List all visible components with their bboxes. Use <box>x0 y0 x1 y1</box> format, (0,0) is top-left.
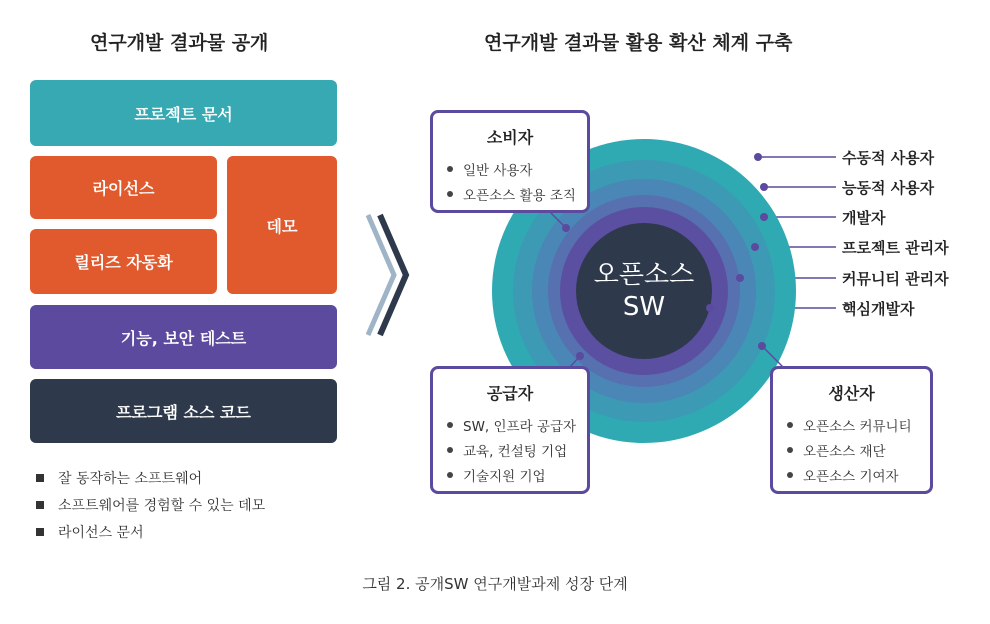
bullet-text: 잘 동작하는 소프트웨어 <box>58 470 203 487</box>
role-active-user: 능동적 사용자 <box>842 179 935 197</box>
producer-item: 오픈소스 재단 <box>803 443 886 460</box>
block-demo-label: 데모 <box>266 216 298 236</box>
list-item <box>447 462 587 487</box>
bullet-dot-icon <box>447 447 453 453</box>
block-license-label: 라이선스 <box>92 179 155 198</box>
producer-card <box>770 366 933 494</box>
figure-caption: 그림 2. 공개SW 연구개발과제 성장 단계 <box>362 575 628 593</box>
supplier-item: SW, 인프라 공급자 <box>463 418 577 435</box>
core-label-line1: 오픈소스 <box>593 260 695 290</box>
bullet-dot-icon <box>447 472 453 478</box>
supplier-title: 공급자 <box>486 384 534 403</box>
list-item <box>447 412 587 437</box>
list-item <box>447 181 587 206</box>
bullet-dot-icon <box>447 422 453 428</box>
consumer-item: 일반 사용자 <box>463 162 533 179</box>
role-community-manager: 커뮤니티 관리자 <box>842 270 949 288</box>
bullet-dot-icon <box>447 166 453 172</box>
supplier-item: 기술지원 기업 <box>463 468 546 485</box>
supplier-card <box>430 366 590 494</box>
list-item <box>787 412 930 437</box>
bullet-dot-icon <box>447 191 453 197</box>
role-core-developer: 핵심개발자 <box>842 300 915 318</box>
list-item <box>447 437 587 462</box>
left-title: 연구개발 결과물 공개 <box>90 32 269 54</box>
consumer-title: 소비자 <box>486 128 534 147</box>
role-developer: 개발자 <box>842 209 886 227</box>
producer-title: 생산자 <box>828 384 875 403</box>
role-project-manager: 프로젝트 관리자 <box>842 239 949 257</box>
right-title: 연구개발 결과물 활용 확산 체계 구축 <box>484 32 793 54</box>
supplier-item: 교육, 컨설팅 기업 <box>463 443 568 460</box>
block-source-label: 프로그램 소스 코드 <box>116 402 251 422</box>
core-label-line2: SW <box>622 292 666 322</box>
block-test-label: 기능, 보안 테스트 <box>120 328 247 348</box>
list-item <box>787 437 930 462</box>
consumer-card <box>430 110 590 213</box>
consumer-item: 오픈소스 활용 조직 <box>463 187 576 204</box>
bullet-dot-icon <box>787 422 793 428</box>
producer-item: 오픈소스 기여자 <box>803 468 899 485</box>
list-item <box>787 462 930 487</box>
bullet-text: 소프트웨어를 경험할 수 있는 데모 <box>58 497 266 514</box>
list-item <box>447 156 587 181</box>
producer-item: 오픈소스 커뮤니티 <box>803 418 912 435</box>
bullet-dot-icon <box>787 472 793 478</box>
role-passive-user: 수동적 사용자 <box>842 149 935 167</box>
core-label <box>574 259 714 323</box>
bullet-text: 라이선스 문서 <box>58 524 144 541</box>
block-project-doc-label: 프로젝트 문서 <box>134 104 233 124</box>
block-release-label: 릴리즈 자동화 <box>74 253 173 272</box>
bullet-dot-icon <box>787 447 793 453</box>
